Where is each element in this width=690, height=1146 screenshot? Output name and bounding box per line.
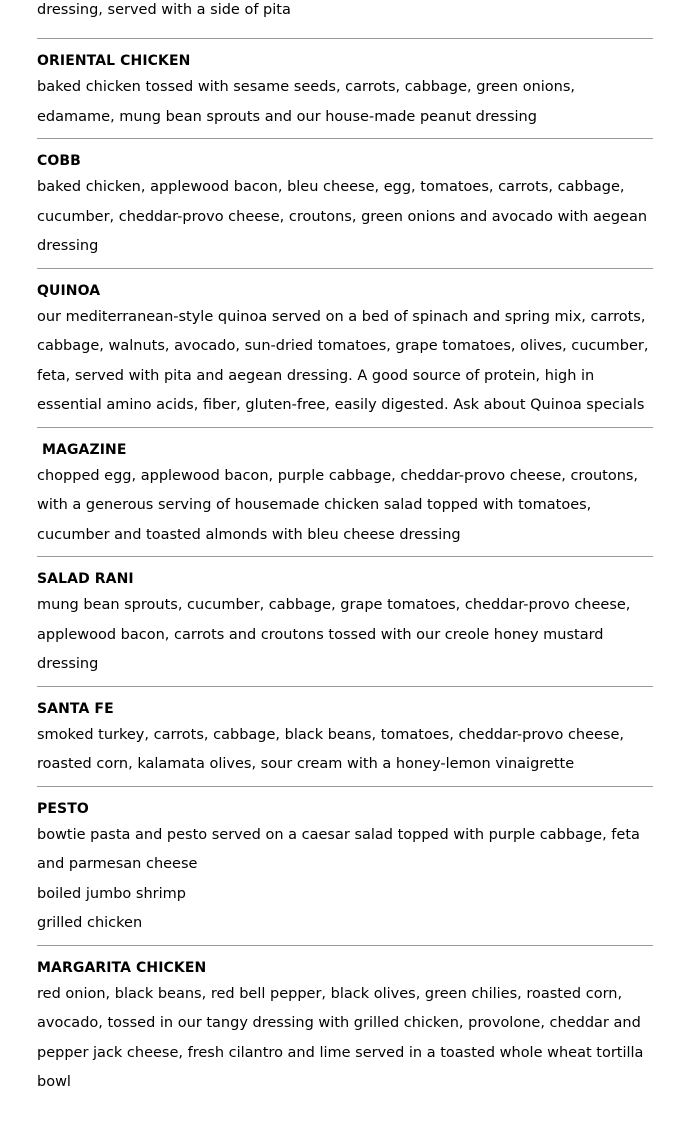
menu-item-margarita-chicken	[37, 945, 653, 1104]
menu-item-cobb	[37, 138, 653, 268]
menu-item-quinoa	[37, 268, 653, 427]
menu-item-description: red onion, black beans, red bell pepper, black olives, green chilies, roasted corn, avocado, tossed in our tangy dressing with grilled chicken, provolone, cheddar and pepper jack cheese, fresh cilantro and lime served in a toasted whole wheat tortilla bowl	[37, 985, 644, 1090]
previous-item-description-end: dressing, served with a side of pita	[37, 2, 291, 18]
menu-item-description: mung bean sprouts, cucumber, cabbage, grape tomatoes, cheddar-provo cheese, applewood bacon, carrots and croutons tossed with our creole honey mustard dressing	[37, 597, 631, 672]
menu-item-description: bowtie pasta and pesto served on a caesar salad topped with purple cabbage, feta and parmesan cheese	[37, 826, 640, 872]
menu-item-title: SANTA FE	[37, 700, 114, 717]
menu-item-option-chicken: grilled chicken	[37, 915, 143, 931]
menu-item-salad-rani	[37, 556, 653, 686]
menu-item-title: PESTO	[37, 800, 89, 817]
salad-menu	[37, 0, 653, 1104]
menu-item-option-shrimp: boiled jumbo shrimp	[37, 885, 186, 902]
menu-item-santa-fe	[37, 686, 653, 786]
menu-item-description: smoked turkey, carrots, cabbage, black beans, tomatoes, cheddar-provo cheese, roasted corn, kalamata olives, sour cream with a honey-lemon vinaigrette	[37, 726, 625, 772]
menu-item-title: QUINOA	[37, 282, 101, 299]
menu-item-description: baked chicken tossed with sesame seeds, carrots, cabbage, green onions, edamame, mung bean sprouts and our house-made peanut dressing	[37, 79, 576, 125]
menu-item-oriental-chicken	[37, 38, 653, 138]
menu-item-magazine	[37, 427, 653, 557]
menu-item-description: baked chicken, applewood bacon, bleu cheese, egg, tomatoes, carrots, cabbage, cucumber, cheddar-provo cheese, croutons, green onions and avocado with aegean dressing	[37, 179, 648, 254]
menu-item-description: chopped egg, applewood bacon, purple cabbage, cheddar-provo cheese, croutons, with a generous serving of housemade chicken salad topped with tomatoes, cucumber and toasted almonds with bleu cheese dressing	[37, 467, 639, 543]
menu-item-title: COBB	[37, 153, 81, 169]
menu-item-title: MARGARITA CHICKEN	[37, 959, 207, 976]
menu-item-title: MAGAZINE	[37, 441, 127, 458]
menu-item-title: ORIENTAL CHICKEN	[37, 53, 191, 69]
menu-item-pesto	[37, 786, 653, 945]
menu-item-title: SALAD RANI	[37, 571, 134, 587]
menu-item-description: our mediterranean-style quinoa served on a bed of spinach and spring mix, carrots, cabbage, walnuts, avocado, sun-dried tomatoes, grape tomatoes, olives, cucumber, feta, served with pita and aegean dressing. A good source of protein, high in essential amino acids, fiber, gluten-free, easily digested. Ask about Quinoa specials	[37, 308, 649, 413]
